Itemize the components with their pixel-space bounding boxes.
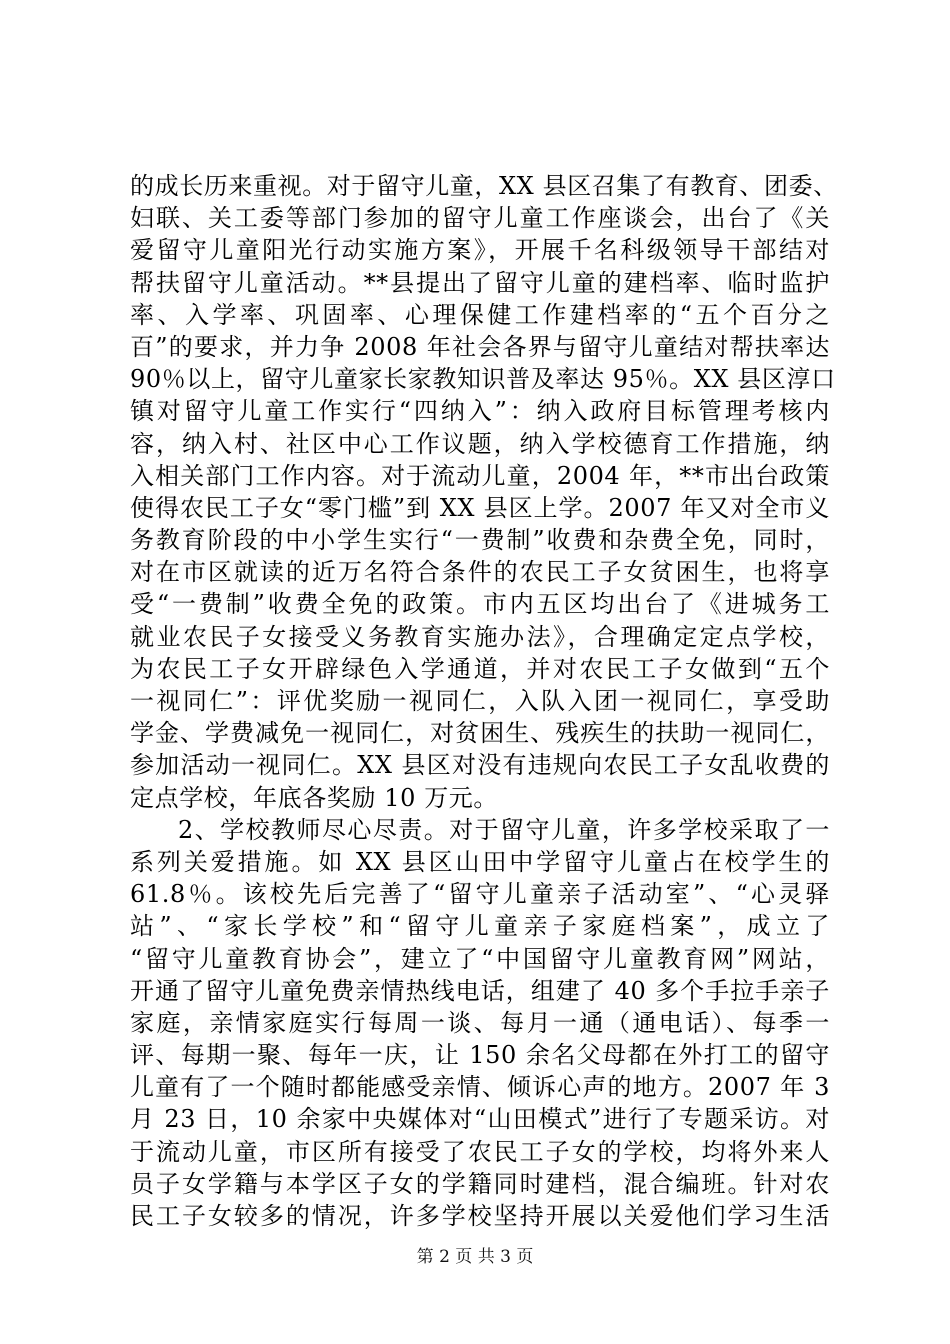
text-line: 率、入学率、巩固率、心理保健工作建档率的“五个百分之 xyxy=(130,300,830,329)
text-line: 开通了留守儿童免费亲情热线电话，组建了 40 多个手拉手亲子 xyxy=(130,976,830,1005)
text-line: “留守儿童教育协会”，建立了“中国留守儿童教育网”网站， xyxy=(130,944,830,973)
text-line: 员子女学籍与本学区子女的学籍同时建档，混合编班。针对农 xyxy=(130,1169,830,1198)
text-line: 对在市区就读的近万名符合条件的农民工子女贫困生，也将享 xyxy=(130,558,830,587)
text-line: 百”的要求，并力争 2008 年社会各界与留守儿童结对帮扶率达 xyxy=(130,332,830,361)
text-line: 务教育阶段的中小学生实行“一费制”收费和杂费全免，同时， xyxy=(130,526,830,555)
text-line: 妇联、关工委等部门参加的留守儿童工作座谈会，出台了《关 xyxy=(130,204,830,233)
page-number: 第 2 页 共 3 页 xyxy=(416,1247,534,1267)
text-line: 爱留守儿童阳光行动实施方案》，开展千名科级领导干部结对 xyxy=(130,236,830,265)
page-footer xyxy=(0,1242,950,1267)
text-line: 镇对留守儿童工作实行“四纳入”：纳入政府目标管理考核内 xyxy=(130,397,830,426)
text-line: 参加活动一视同仁。XX 县区对没有违规向农民工子女乱收费的 xyxy=(130,751,830,780)
text-line: 受“一费制”收费全免的政策。市内五区均出台了《进城务工 xyxy=(130,590,830,619)
text-line: 90％以上，留守儿童家长家教知识普及率达 95％。XX 县区淳口 xyxy=(130,365,836,394)
text-line: 民工子女较多的情况，许多学校坚持开展以关爱他们学习生活 xyxy=(130,1202,830,1230)
paragraph-2 xyxy=(130,814,830,1232)
paragraph-1 xyxy=(130,170,838,814)
body-text xyxy=(130,170,838,1232)
text-line: 月 23 日，10 余家中央媒体对“山田模式”进行了专题采访。对 xyxy=(130,1105,830,1134)
text-line: 使得农民工子女“零门槛”到 XX 县区上学。2007 年又对全市义 xyxy=(130,493,830,522)
text-line: 评、每期一聚、每年一庆，让 150 余名父母都在外打工的留守 xyxy=(130,1041,830,1070)
text-line: 入相关部门工作内容。对于流动儿童，2004 年，**市出台政策 xyxy=(130,461,830,490)
text-line: 站”、“家长学校”和“留守儿童亲子家庭档案”，成立了 xyxy=(130,912,830,941)
text-line: 学金、学费减免一视同仁，对贫困生、残疾生的扶助一视同仁， xyxy=(130,719,830,748)
text-line: 系列关爱措施。如 XX 县区山田中学留守儿童占在校学生的 xyxy=(130,847,830,876)
text-line: 容，纳入村、社区中心工作议题，纳入学校德育工作措施，纳 xyxy=(130,429,830,458)
text-line: 帮扶留守儿童活动。**县提出了留守儿童的建档率、临时监护 xyxy=(130,268,830,297)
text-line: 就业农民子女接受义务教育实施办法》，合理确定定点学校， xyxy=(130,622,830,651)
text-line: 2、学校教师尽心尽责。对于留守儿童，许多学校采取了一 xyxy=(178,815,830,844)
text-line: 61.8％。该校先后完善了“留守儿童亲子活动室”、“心灵驿 xyxy=(130,880,830,909)
text-line: 一视同仁”：评优奖励一视同仁，入队入团一视同仁，享受助 xyxy=(130,687,830,715)
text-line: 于流动儿童，市区所有接受了农民工子女的学校，均将外来人 xyxy=(130,1137,830,1166)
text-line: 为农民工子女开辟绿色入学通道，并对农民工子女做到“五个 xyxy=(130,654,830,683)
text-line: 的成长历来重视。对于留守儿童，XX 县区召集了有教育、团委、 xyxy=(130,172,838,200)
text-line: 儿童有了一个随时都能感受亲情、倾诉心声的地方。2007 年 3 xyxy=(130,1073,830,1102)
text-line: 定点学校，年底各奖励 10 万元。 xyxy=(130,783,498,812)
text-line: 家庭，亲情家庭实行每周一谈、每月一通（通电话）、每季一 xyxy=(130,1008,830,1037)
